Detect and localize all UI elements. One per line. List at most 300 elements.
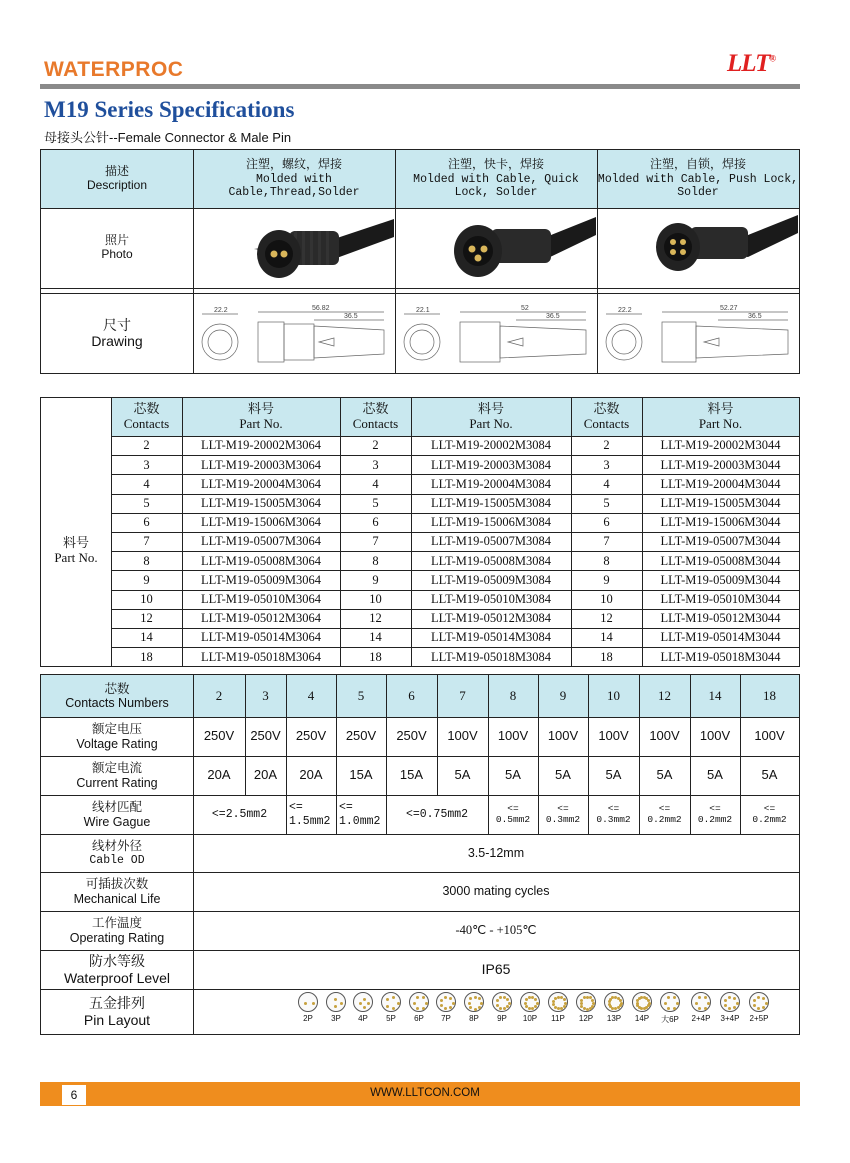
- pin-layout-item: [604, 992, 624, 1023]
- pin-dot: [478, 997, 481, 1000]
- pin-layout-label: 2+4P: [691, 1014, 711, 1023]
- pin-layout-item: [632, 992, 652, 1023]
- spec-row-divider: [41, 989, 799, 990]
- contacts-cell: 18: [369, 649, 382, 664]
- spec-label-en: Voltage Rating: [76, 736, 158, 751]
- desc-col-1-en1: Molded with: [256, 172, 332, 186]
- spec-row-divider: [41, 911, 799, 912]
- part-number-cell: LLT-M19-05018M3044: [660, 649, 781, 664]
- pin-dot: [733, 1006, 736, 1009]
- pin-dot: [664, 1002, 667, 1005]
- pin-layout-item: [353, 992, 373, 1023]
- contact-number-cell: 5: [357, 687, 365, 703]
- pin-dot: [386, 1005, 389, 1008]
- part-number-cell: LLT-M19-15006M3064: [201, 515, 321, 530]
- desc-col-1: [193, 150, 395, 208]
- pin-layout-icon: [720, 992, 740, 1012]
- pin-dot: [617, 1006, 620, 1009]
- row-divider: [111, 590, 799, 591]
- part-number-table: [40, 397, 800, 667]
- voltage-cell: 250V: [345, 728, 377, 744]
- pin-dot: [673, 996, 676, 999]
- contacts-header-3: [571, 398, 642, 436]
- spec-label-en: Wire Gague: [83, 814, 151, 829]
- pin-dot: [444, 996, 447, 999]
- pin-layout-item: [660, 992, 680, 1025]
- pin-dot: [608, 1003, 611, 1006]
- pin-layout-icon: [409, 992, 429, 1012]
- pin-dot: [757, 996, 760, 999]
- current-cell: 5A: [505, 767, 521, 783]
- col-divider: [340, 398, 341, 666]
- contacts-cell: 12: [369, 611, 382, 626]
- part-header-cn: 料号: [707, 401, 734, 417]
- wire-gauge-prefix: <=: [763, 802, 776, 814]
- contacts-cell: 14: [369, 630, 382, 645]
- part-header-cn: 料号: [477, 401, 504, 417]
- contacts-header-cn: 芯数: [133, 401, 160, 417]
- contacts-cell: 14: [140, 630, 153, 645]
- spec-label-en: Current Rating: [76, 775, 158, 790]
- footer-url[interactable]: WWW.LLTCON.COM: [370, 1087, 480, 1099]
- voltage-cell: 100V: [547, 728, 579, 744]
- pin-layout-icon: [298, 992, 318, 1012]
- logo-registered: ®: [769, 53, 776, 64]
- pin-dot: [422, 1007, 425, 1010]
- part-number-cell: LLT-M19-20004M3044: [660, 476, 781, 491]
- pin-layout-label: 4P: [358, 1014, 368, 1023]
- spec-col-divider: [740, 795, 741, 834]
- pin-layout-label: 14P: [634, 1014, 650, 1023]
- spec-label-voltage: [41, 717, 193, 756]
- desc-col-3-cn: 注塑，自锁，焊接: [649, 157, 746, 172]
- contact-number-cell: 6: [408, 687, 415, 703]
- pin-dot: [413, 1002, 416, 1005]
- pin-dot: [397, 1002, 400, 1005]
- contacts-cell: 3: [603, 457, 610, 472]
- desc-col-3: [597, 150, 799, 208]
- current-cell: 5A: [555, 767, 571, 783]
- contacts-cell: 7: [603, 534, 610, 549]
- pin-layout-label: 2P: [303, 1014, 313, 1023]
- drawing-3-dim-a: 22.2: [618, 307, 632, 314]
- part-number-cell: LLT-M19-05007M3044: [660, 534, 781, 549]
- spec-label-temp: [41, 911, 193, 950]
- contacts-header-en: Contacts: [583, 416, 630, 431]
- contacts-cell: 8: [143, 553, 150, 568]
- col-divider: [111, 398, 112, 666]
- voltage-cell: 100V: [649, 728, 680, 744]
- logo-text: LLT: [727, 50, 770, 77]
- part-row-label-en: Part No.: [54, 550, 98, 565]
- current-cell: 5A: [605, 767, 622, 783]
- current-cell: 5A: [761, 767, 778, 783]
- drawing-2-dim-a: 22.1: [416, 307, 430, 314]
- part-number-cell: LLT-M19-15006M3044: [660, 515, 781, 530]
- pin-layout-icon: [749, 992, 769, 1012]
- part-number-cell: LLT-M19-15005M3044: [660, 496, 781, 510]
- pin-dot: [580, 1005, 583, 1008]
- wire-gauge-prefix: <=: [289, 801, 303, 815]
- part-number-cell: LLT-M19-20004M3064: [201, 476, 321, 491]
- pin-dot: [444, 1007, 447, 1010]
- contacts-cell: 2: [143, 438, 150, 453]
- pin-dot: [416, 1007, 419, 1010]
- pin-dot: [474, 1008, 477, 1011]
- wire-gauge-value: 0.5mm2: [495, 813, 531, 825]
- desc-label-cell: [41, 150, 193, 208]
- pin-layout-item: [520, 992, 540, 1023]
- pin-dot: [449, 1006, 452, 1009]
- part-number-cell: LLT-M19-05010M3084: [431, 592, 551, 606]
- current-cell: 5A: [656, 767, 673, 783]
- pin-layout-icon: [548, 992, 568, 1012]
- drawing-1-dim-b: 56.82: [312, 305, 330, 312]
- contacts-cell: 4: [143, 476, 150, 491]
- desc-col-2-en1: Molded with Cable, Quick: [413, 172, 579, 186]
- pin-layout-icon: [492, 992, 512, 1012]
- part-number-cell: LLT-M19-20003M3084: [431, 457, 551, 472]
- pin-dot: [392, 996, 395, 999]
- spec-label-cn: 额定电压: [91, 722, 142, 737]
- drawing-2-dim-b: 52: [521, 305, 529, 312]
- contacts-cell: 9: [143, 572, 150, 587]
- drawing-1-dim-c: 36.5: [344, 313, 358, 320]
- contact-number-cell: 2: [215, 687, 223, 703]
- part-number-cell: LLT-M19-20004M3084: [431, 476, 551, 491]
- pin-layout-row: [193, 989, 799, 1034]
- wire-gauge-cell: [639, 795, 690, 834]
- pin-dot: [580, 999, 583, 1002]
- part-number-cell: LLT-M19-05007M3084: [431, 534, 551, 549]
- photo-label-cell: [41, 208, 193, 288]
- part-number-cell: LLT-M19-15006M3084: [431, 515, 551, 530]
- part-row-label: [41, 436, 111, 666]
- pin-dot: [531, 1007, 534, 1010]
- current-cell: 15A: [399, 767, 424, 783]
- spec-label-en: Pin Layout: [83, 1011, 151, 1028]
- spec-col-divider: [286, 795, 287, 834]
- part-number-cell: LLT-M19-05018M3084: [431, 649, 551, 664]
- row-divider: [111, 628, 799, 629]
- spec-row-divider: [41, 950, 799, 951]
- pin-dot: [757, 1007, 760, 1010]
- wire-gauge-prefix: <=: [507, 802, 519, 814]
- desc-label-cn: 描述: [104, 164, 129, 179]
- drawing-1-dim-a: 22.2: [214, 307, 228, 314]
- pin-dot: [363, 998, 366, 1001]
- pin-dot: [673, 1007, 676, 1010]
- pin-dot: [506, 998, 509, 1001]
- pin-dot: [496, 1004, 499, 1007]
- voltage-cell: 100V: [497, 728, 529, 744]
- desc-col-2-cn: 注塑，快卡，焊接: [447, 157, 544, 172]
- pin-layout-label: 13P: [606, 1014, 622, 1023]
- page-title: M19 Series Specifications: [44, 97, 295, 122]
- spec-label-cn: 可插拔次数: [85, 877, 149, 892]
- pin-dot: [525, 1005, 528, 1008]
- part-number-cell: LLT-M19-05008M3064: [201, 553, 321, 568]
- spec-label-current: [41, 756, 193, 795]
- row-divider: [111, 513, 799, 514]
- desc-col-3-en1: Molded with Cable, Push Lock,: [597, 172, 799, 186]
- pin-layout-item: [464, 992, 484, 1023]
- spec-label-en: Contacts Numbers: [65, 696, 169, 710]
- pin-dot: [469, 1006, 472, 1009]
- spec-col-divider: [538, 675, 539, 795]
- pin-dot: [452, 1002, 455, 1005]
- spec-col-divider: [690, 795, 691, 834]
- current-cell: 15A: [349, 767, 373, 783]
- spec-label-cn: 额定电流: [91, 761, 142, 776]
- pin-dot: [563, 1005, 566, 1008]
- part-header-2: [411, 398, 571, 436]
- contacts-cell: 10: [140, 592, 153, 606]
- wire-gauge-cell: [690, 795, 740, 834]
- spec-col-divider: [488, 795, 489, 834]
- pin-layout-icon: [660, 992, 680, 1012]
- pin-dot: [762, 1006, 765, 1009]
- part-number-cell: LLT-M19-05009M3064: [201, 572, 321, 587]
- pin-dot: [478, 1006, 481, 1009]
- row-divider: [111, 570, 799, 571]
- part-number-cell: LLT-M19-05008M3044: [660, 553, 781, 568]
- desc-col-2-en2: Lock, Solder: [454, 185, 538, 199]
- pin-layout-item: [720, 992, 740, 1023]
- spec-label-cn: 五金排列: [89, 995, 145, 1012]
- pin-dot: [667, 1007, 670, 1010]
- desc-label-en: Description: [86, 178, 148, 192]
- part-header-cn: 料号: [247, 401, 274, 417]
- wire-gauge-prefix: <=: [607, 802, 620, 814]
- pin-dot: [425, 1002, 428, 1005]
- pin-dot: [563, 998, 566, 1001]
- pin-dot: [367, 1002, 370, 1005]
- photo-label-en: Photo: [101, 247, 133, 261]
- contacts-cell: 5: [143, 496, 150, 510]
- contact-number-cell: 7: [459, 687, 466, 703]
- desc-col-3-en2: Solder: [677, 185, 719, 199]
- spec-col-divider: [386, 795, 387, 834]
- pin-layout-label: 6P: [414, 1014, 424, 1023]
- contacts-header-en: Contacts: [352, 416, 399, 431]
- spec-col-divider: [588, 795, 589, 834]
- wire-gauge-prefix: <=: [339, 801, 353, 815]
- pin-dot: [707, 1002, 710, 1005]
- part-number-cell: LLT-M19-05009M3084: [431, 572, 551, 587]
- contacts-cell: 10: [369, 592, 382, 606]
- pin-dot: [499, 996, 502, 999]
- voltage-cell: 250V: [396, 728, 427, 744]
- wire-gauge-cell: [286, 795, 336, 834]
- pin-dot: [392, 1007, 395, 1010]
- voltage-cell: 100V: [754, 728, 785, 744]
- spec-col-divider: [336, 795, 337, 834]
- spec-label-pin: [41, 989, 193, 1034]
- spec-label-en: Operating Rating: [69, 930, 165, 945]
- brand-title: WATERPROC: [44, 58, 184, 81]
- contact-number-cell: 8: [509, 687, 517, 703]
- pin-dot: [340, 1002, 343, 1005]
- row-divider: [111, 494, 799, 495]
- pin-dot: [506, 1005, 509, 1008]
- contacts-cell: 12: [140, 611, 153, 626]
- drawing-3-dim-c: 36.5: [748, 313, 762, 320]
- pin-dot: [334, 1005, 337, 1008]
- row-divider: [111, 436, 799, 437]
- part-number-cell: LLT-M19-05012M3084: [431, 611, 551, 626]
- pin-dot: [440, 1004, 443, 1007]
- contacts-cell: 6: [603, 515, 610, 530]
- wire-gauge-value: 0.2mm2: [697, 813, 733, 825]
- pin-dot: [312, 1002, 315, 1005]
- spec-label-wire: [41, 795, 193, 834]
- pin-dot: [503, 1007, 506, 1010]
- pin-layout-icon: [691, 992, 711, 1012]
- part-number-cell: LLT-M19-05007M3064: [201, 534, 321, 549]
- part-number-cell: LLT-M19-20003M3064: [201, 457, 321, 472]
- pin-dot: [753, 999, 756, 1002]
- pin-dot: [667, 996, 670, 999]
- pin-layout-label: 10P: [522, 1014, 538, 1023]
- part-header-en: Part No.: [698, 416, 743, 431]
- part-number-cell: LLT-M19-20002M3084: [431, 438, 551, 453]
- drawing-label-cn: 尺寸: [103, 316, 131, 333]
- contacts-cell: 12: [600, 611, 613, 626]
- contacts-cell: 4: [603, 476, 610, 491]
- wire-gauge-cell: [588, 795, 639, 834]
- spec-col-divider: [740, 675, 741, 795]
- spec-label-cn: 芯数: [104, 681, 130, 696]
- pin-dot: [528, 1007, 531, 1010]
- contacts-header-cn: 芯数: [362, 401, 389, 417]
- spec-row-divider: [41, 717, 799, 718]
- pin-dot: [676, 1002, 679, 1005]
- connector-photo-2: [396, 209, 596, 287]
- contact-number-cell: 9: [559, 687, 567, 703]
- wire-gauge-value: 0.2mm2: [752, 813, 787, 825]
- spec-col-divider: [488, 675, 489, 795]
- col-divider: [642, 398, 643, 666]
- contacts-cell: 10: [600, 592, 613, 606]
- desc-col-2: [395, 150, 597, 208]
- pin-dot: [589, 1007, 592, 1010]
- wire-gauge-value: 0.3mm2: [545, 813, 581, 825]
- connector-photo-1: [194, 209, 394, 287]
- pin-dot: [765, 1002, 768, 1005]
- spec-label-cn: 线材外径: [91, 839, 142, 854]
- contact-number-cell: 12: [658, 687, 671, 703]
- spec-life-value: 3000 mating cycles: [442, 884, 550, 899]
- pin-layout-item: [691, 992, 711, 1023]
- spec-temp-value: -40℃ - +105℃: [455, 923, 537, 938]
- pin-dot: [422, 996, 425, 999]
- spec-label-en: Mechanical Life: [73, 891, 161, 906]
- spec-table: [40, 674, 800, 1035]
- drawing-3-dim-b: 52.27: [720, 305, 738, 312]
- pin-dot: [552, 1000, 555, 1003]
- pin-dot: [704, 1007, 707, 1010]
- pin-dot: [554, 1006, 557, 1009]
- wire-gauge-cell: [488, 795, 538, 834]
- spec-col-divider: [639, 675, 640, 795]
- header-rule: [40, 84, 800, 89]
- spec-label-od: [41, 834, 193, 872]
- spec-col-divider: [286, 675, 287, 795]
- pin-dot: [449, 997, 452, 1000]
- pin-dot: [474, 996, 477, 999]
- pin-layout-label: 5P: [386, 1014, 396, 1023]
- pin-dot: [304, 1002, 307, 1005]
- col-divider: [571, 398, 572, 666]
- spec-col-divider: [336, 675, 337, 795]
- pin-layout-icon: [381, 992, 401, 1012]
- pin-dot: [469, 997, 472, 1000]
- pin-layout-label: 7P: [441, 1014, 451, 1023]
- spec-row-divider: [41, 872, 799, 873]
- wire-gauge-cell: [740, 795, 799, 834]
- spec-label-life: [41, 872, 193, 911]
- contacts-cell: 3: [143, 457, 150, 472]
- part-number-cell: LLT-M19-05010M3064: [201, 592, 321, 606]
- spec-label-contacts: [41, 675, 193, 717]
- pin-dot: [334, 998, 337, 1001]
- spec-od-value: 3.5-12mm: [467, 845, 525, 860]
- wire-gauge-cell: [336, 795, 386, 834]
- row-divider: [111, 455, 799, 456]
- row-divider: [111, 647, 799, 648]
- drawing-label-cell: [41, 293, 193, 373]
- part-number-cell: LLT-M19-05018M3064: [201, 649, 321, 664]
- pin-layout-item: [409, 992, 429, 1023]
- part-number-cell: LLT-M19-15005M3064: [201, 496, 321, 510]
- spec-col-divider: [690, 675, 691, 795]
- spec-label-cn: 线材匹配: [91, 800, 142, 815]
- contacts-cell: 8: [372, 553, 379, 568]
- contacts-cell: 6: [143, 515, 150, 530]
- spec-col-divider: [588, 675, 589, 795]
- pin-layout-icon: [353, 992, 373, 1012]
- voltage-cell: 100V: [699, 728, 731, 744]
- part-number-cell: LLT-M19-05014M3064: [201, 630, 321, 645]
- pin-layout-label: 大6P: [661, 1015, 679, 1024]
- photo-label-cn: 照片: [104, 233, 129, 248]
- pin-dot: [386, 998, 389, 1001]
- pin-dot: [704, 996, 707, 999]
- contacts-cell: 5: [603, 496, 610, 510]
- pin-dot: [636, 1002, 639, 1005]
- row-divider: [111, 474, 799, 475]
- voltage-cell: 250V: [203, 728, 235, 744]
- pin-layout-icon: [464, 992, 484, 1012]
- pin-layout-item: [298, 992, 318, 1023]
- spec-label-en: Waterproof Level: [63, 969, 171, 986]
- contacts-cell: 18: [140, 649, 153, 664]
- pin-dot: [552, 1003, 555, 1006]
- part-header-en: Part No.: [239, 416, 283, 431]
- voltage-cell: 100V: [598, 728, 629, 744]
- pin-dot: [643, 1007, 646, 1010]
- pin-dot: [480, 1002, 483, 1005]
- pin-dot: [536, 1002, 539, 1005]
- col-divider: [182, 398, 183, 666]
- pin-dot: [583, 1007, 586, 1010]
- part-number-cell: LLT-M19-05008M3084: [431, 553, 551, 568]
- pin-layout-label: 2+5P: [749, 1014, 769, 1023]
- pin-dot: [728, 996, 731, 999]
- spec-row-divider: [41, 834, 799, 835]
- pin-layout-label: 3P: [331, 1014, 341, 1023]
